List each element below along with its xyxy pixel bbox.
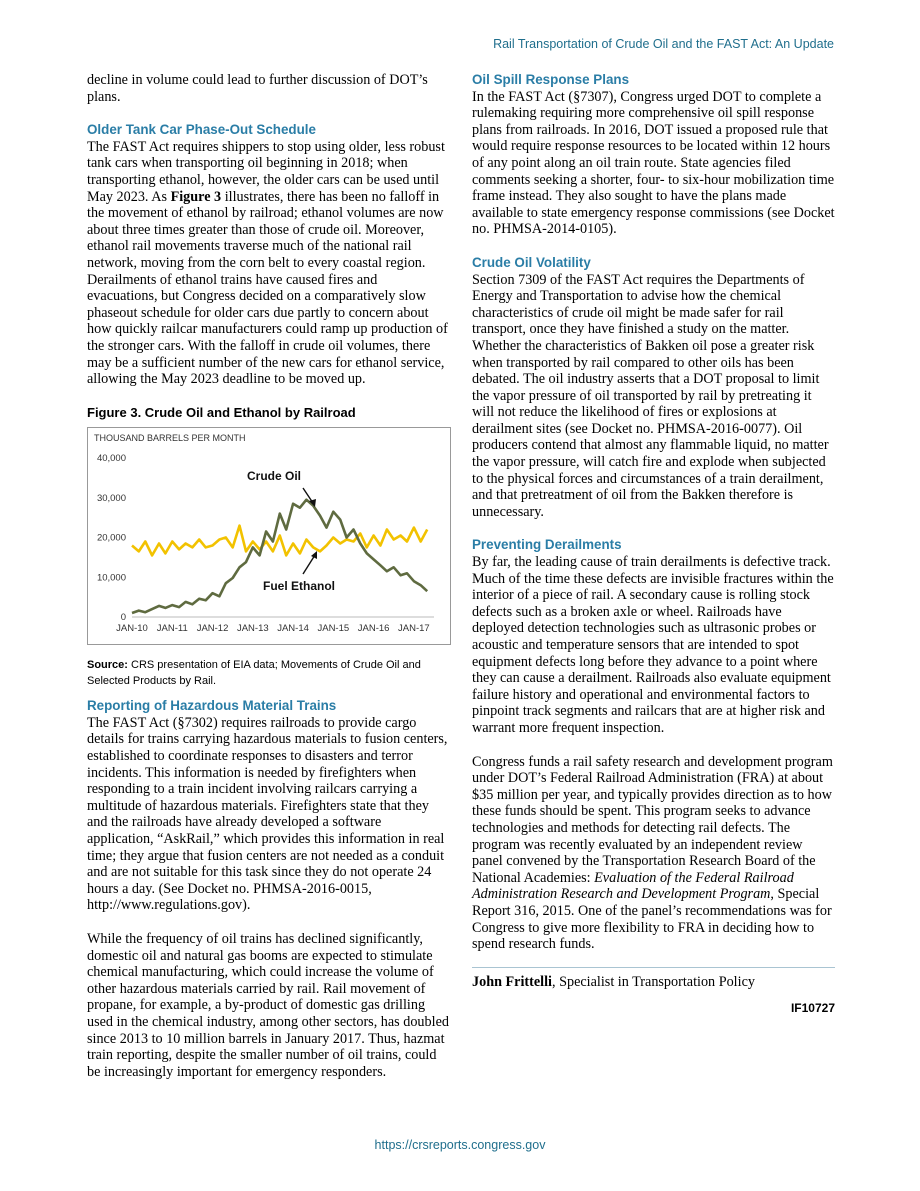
author-line bbox=[472, 974, 835, 991]
series-line-fuel-ethanol bbox=[132, 526, 427, 556]
author-title: , Specialist in Transportation Policy bbox=[552, 973, 755, 990]
annotation-crude-oil: Crude Oil bbox=[246, 469, 302, 484]
funding-text-1: Congress funds a rail safety research and development program under DOT’s Federal Railroad Administration (FRA) at about $35 million per year, and typically provides direction as to how these funds should be spent. This program seeks to advance technologies and methods for detecting rail defects. The program was recently evaluated by an independent review panel convened by the Transportation Research Board of the National Academies: bbox=[472, 753, 833, 886]
right-column bbox=[472, 72, 835, 1017]
spill-paragraph: In the FAST Act (§7307), Congress urged DOT to complete a rulemaking requiring more comprehensive oil spill response plans from railroads. In 2016, DOT issued a proposed rule that would require response resources to be located within 12 hours of any point along an oil train route. State agencies filed comments seeking a shorter, four- to six-hour mobilization time frame instead. They also sought to have the plans made available to state emergency response commissions (see Docket no. PHMSA-2014-0105). bbox=[472, 88, 835, 238]
older-text-1: The FAST Act requires shippers to stop using older, less robust tank cars when transporting oil beginning in 2018; when transporting ethanol, however, the older cars can be used until May 2023. As bbox=[87, 138, 445, 205]
y-tick-label: 20,000 bbox=[96, 532, 126, 544]
y-tick-label: 0 bbox=[120, 612, 126, 624]
chart-svg bbox=[88, 428, 450, 644]
figure-chart bbox=[87, 427, 451, 645]
older-tank-car-heading: Older Tank Car Phase-Out Schedule bbox=[87, 122, 316, 138]
frequency-paragraph: While the frequency of oil trains has declined significantly, domestic oil and natural gas booms are expected to stimulate chemical manufacturing, which could increase the volume of other hazardous materials carried by rail. Rail movement of propane, for example, a by-product of domestic gas drilling used in the chemical industry, among other sectors, has doubled since 2013 to 10 million barrels in January 2017. Thus, hazmat train reporting, despite the smaller number of oil trains, could be increasingly important for emergency responders. bbox=[87, 931, 449, 1080]
left-column bbox=[87, 72, 451, 1080]
x-tick-label: JAN-13 bbox=[236, 623, 269, 635]
source-text: CRS presentation of EIA data; Movements of Crude Oil and Selected Products by Rail. bbox=[87, 659, 421, 688]
annotation-fuel-ethanol: Fuel Ethanol bbox=[263, 579, 335, 594]
page-header: Rail Transportation of Crude Oil and the FAST Act: An Update bbox=[493, 37, 834, 51]
hazmat-heading: Reporting of Hazardous Material Trains bbox=[87, 698, 337, 714]
source-label: Source: bbox=[87, 659, 128, 672]
chart-ylabel: THOUSAND BARRELS PER MONTH bbox=[94, 433, 246, 444]
series-line-crude-oil bbox=[132, 500, 427, 613]
author-name: John Frittelli bbox=[472, 973, 552, 990]
y-tick-label: 30,000 bbox=[96, 493, 126, 505]
y-tick-label: 40,000 bbox=[96, 453, 126, 465]
figure-source bbox=[87, 657, 451, 689]
figure-reference: Figure 3 bbox=[170, 188, 222, 205]
volatility-paragraph: Section 7309 of the FAST Act requires the Departments of Energy and Transportation to advise how the chemical characteristics of crude oil might be made safer for rail transport, once they have finished a study on the matter. Whether the characteristics of Bakken oil pose a greater risk when transported by rail compared to other oils has been debated. The oil industry asserts that a DOT proposal to limit the vapor pressure of oil transported by rail by pretreating it will not reduce the likelihood of fires or explosions at derailment sites (see Docket no. PHMSA-2016-0077). Oil producers contend that almost any flammable liquid, no matter the vapor pressure, will catch fire and explode when subjected to the physical forces and circumstances of a train derailment, and that pretreatment of oil from the Bakken therefore is unnecessary. bbox=[472, 271, 829, 520]
older-text-2: illustrates, there has been no falloff in the movement of ethanol by railroad; ethanol volumes are now about three times greater than those of crude oil. Moreover, ethanol rail movements traverse much of the national rail network, moving from the corn belt to every coastal region. Derailments of ethanol trains have caused fires and evacuations, but Congress decided on a comparatively slow phaseout schedule for older cars due partly to concern about how quickly railcar manufacturers could ramp up production of the stronger cars. With the falloff in crude oil volumes, there may be a sufficient number of the new cars for ethanol service, allowing the May 2023 deadline to be moved up. bbox=[87, 188, 448, 388]
volatility-heading: Crude Oil Volatility bbox=[472, 254, 591, 270]
spill-heading: Oil Spill Response Plans bbox=[472, 72, 630, 87]
x-tick-label: JAN-16 bbox=[357, 623, 390, 635]
hazmat-paragraph: The FAST Act (§7302) requires railroads to provide cargo details for trains carrying hazardous materials to fusion centers, established to coordinate responses to disasters and terror incidents. This information is needed by firefighters when responding to a train incident involving railcars carrying a multitude of hazardous materials. Firefighters state that they and the railroads have already developed a software application, “AskRail,” which provides this information in real time; they argue that fusion centers are not needed as a conduit and are not suitable for this task since they do not operate 24 hours a day. (See Docket no. PHMSA-2016-0015, http://www.regulations.gov). bbox=[87, 714, 448, 914]
x-tick-label: JAN-14 bbox=[277, 623, 309, 635]
x-tick-label: JAN-12 bbox=[196, 623, 229, 635]
document-id: IF10727 bbox=[790, 1001, 835, 1016]
x-tick-label: JAN-17 bbox=[398, 623, 430, 635]
intro-paragraph: decline in volume could lead to further discussion of DOT’s plans. bbox=[87, 72, 428, 105]
y-tick-label: 10,000 bbox=[96, 572, 126, 584]
derailments-paragraph: By far, the leading cause of train derailments is defective track. Much of the time these defects are invisible fractures within the interior of a piece of rail. A secondary cause is rolling stock defects such as a broken axle or wheel. Railroads have deployed detection technologies such as ultrasonic probes or acoustic and temperature sensors that are intended to spot equipment defects long before they advance to a point where they can cause a derailment. Railroads also evaluate equipment failure history and operational and environmental factors to pinpoint track segments and railcars that are at higher risk and warrant more frequent inspection. bbox=[472, 554, 834, 736]
funding-paragraph bbox=[472, 754, 835, 953]
footer-url[interactable]: https://crsreports.congress.gov bbox=[374, 1138, 546, 1152]
figure-title: Figure 3. Crude Oil and Ethanol by Railroad bbox=[87, 404, 356, 420]
older-tank-car-paragraph bbox=[87, 139, 451, 388]
report-title: Evaluation of the Federal Railroad Administration Research and Development Program bbox=[472, 869, 794, 903]
x-tick-label: JAN-10 bbox=[116, 623, 148, 635]
author-divider bbox=[472, 967, 835, 968]
x-tick-label: JAN-15 bbox=[317, 623, 350, 635]
derailments-heading: Preventing Derailments bbox=[472, 537, 622, 553]
funding-text-2: , Special Report 316, 2015. One of the panel’s recommendations was for Congress to give more flexibility to FRA in deciding how to spend research funds. bbox=[472, 886, 832, 953]
annotation-arrow-ethanol bbox=[303, 555, 315, 574]
x-tick-label: JAN-11 bbox=[156, 623, 188, 635]
